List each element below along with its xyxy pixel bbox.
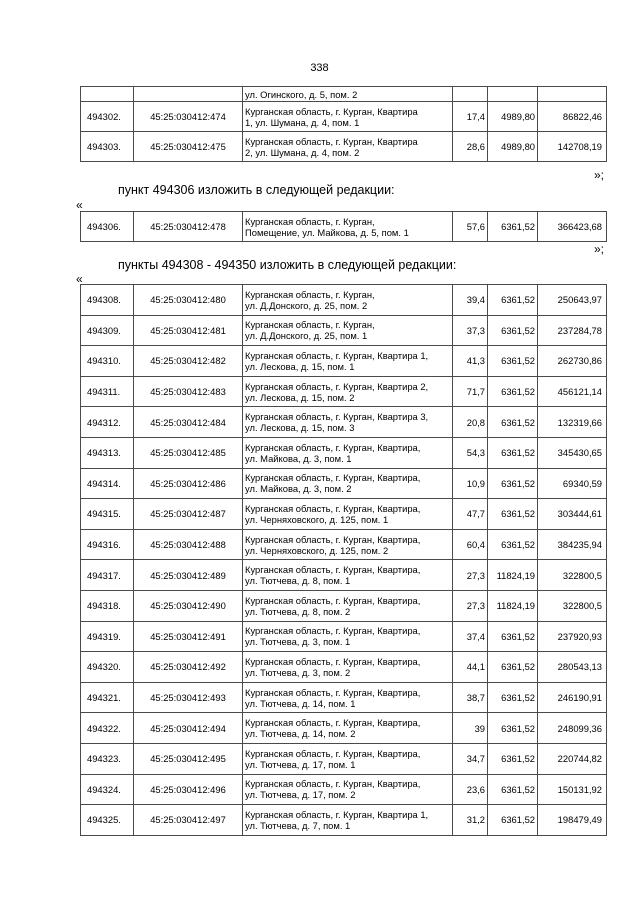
- row-number: 494324.: [81, 774, 134, 805]
- address: [243, 346, 453, 377]
- address-line-2: ул. Майкова, д. 3, пом. 1: [245, 452, 352, 464]
- cadastral-number: 45:25:030412:481: [134, 315, 243, 346]
- address: [243, 529, 453, 560]
- area: 17,4: [453, 102, 488, 132]
- unit-price: 6361,52: [488, 407, 538, 438]
- address: [243, 407, 453, 438]
- table-row: [81, 590, 607, 621]
- address-line-1: Курганская область, г. Курган, Квартира 1,: [245, 349, 429, 361]
- address-line-2: 1, ул. Шумана, д. 4, пом. 1: [245, 116, 360, 128]
- address: [243, 805, 453, 836]
- cadastral-number: 45:25:030412:489: [134, 560, 243, 591]
- table-row: [81, 805, 607, 836]
- cadastral-number: 45:25:030412:494: [134, 713, 243, 744]
- row-number: 494321.: [81, 682, 134, 713]
- address-line-1: Курганская область, г. Курган,: [245, 215, 375, 227]
- address-line-1: Курганская область, г. Курган, Квартира,: [245, 686, 421, 698]
- total-value: 262730,86: [538, 346, 607, 377]
- row-number: [81, 87, 134, 102]
- area: 44,1: [453, 652, 488, 683]
- address-line-1: Курганская область, г. Курган, Квартира 1,: [245, 808, 429, 820]
- property-table-2: [80, 211, 607, 242]
- row-number: 494316.: [81, 529, 134, 560]
- area: 37,3: [453, 315, 488, 346]
- area: 41,3: [453, 346, 488, 377]
- closing-quote: »;: [594, 242, 605, 256]
- area: 60,4: [453, 529, 488, 560]
- cadastral-number: 45:25:030412:474: [134, 102, 243, 132]
- table-row: [81, 652, 607, 683]
- unit-price: 6361,52: [488, 315, 538, 346]
- total-value: 345430,65: [538, 437, 607, 468]
- page-number: 338: [310, 62, 329, 74]
- address: [243, 212, 453, 242]
- cadastral-number: [134, 87, 243, 102]
- address-line-1: Курганская область, г. Курган, Квартира,: [245, 533, 421, 545]
- unit-price: 6361,52: [488, 774, 538, 805]
- address-line-2: Помещение, ул. Майкова, д. 5, пом. 1: [245, 226, 409, 238]
- cadastral-number: 45:25:030412:475: [134, 132, 243, 162]
- area: 28,6: [453, 132, 488, 162]
- table-row: [81, 743, 607, 774]
- total-value: 198479,49: [538, 805, 607, 836]
- total-value: [538, 87, 607, 102]
- row-number: 494312.: [81, 407, 134, 438]
- address-line-2: ул. Д.Донского, д. 25, пом. 1: [245, 330, 368, 342]
- closing-quote: »;: [594, 168, 605, 182]
- address-line-1: Курганская область, г. Курган, Квартира,: [245, 564, 421, 576]
- total-value: 303444,61: [538, 499, 607, 530]
- row-number: 494311.: [81, 376, 134, 407]
- table-row: [81, 437, 607, 468]
- area: 10,9: [453, 468, 488, 499]
- cadastral-number: 45:25:030412:482: [134, 346, 243, 377]
- amendment-paragraph: пункт 494306 изложить в следующей редакции:: [118, 183, 395, 197]
- table-row: [81, 468, 607, 499]
- area: 71,7: [453, 376, 488, 407]
- address-line-2: ул. Тютчева, д. 3, пом. 1: [245, 636, 351, 648]
- address-line-2: ул. Д.Донского, д. 25, пом. 2: [245, 299, 368, 311]
- row-number: 494315.: [81, 499, 134, 530]
- table-row: [81, 87, 607, 102]
- row-number: 494320.: [81, 652, 134, 683]
- address-line-2: 2, ул. Шумана, д. 4, пом. 2: [245, 146, 360, 158]
- address: [243, 376, 453, 407]
- address-line-2: ул. Тютчева, д. 14, пом. 2: [245, 728, 356, 740]
- address-line-2: ул. Тютчева, д. 8, пом. 1: [245, 575, 351, 587]
- cadastral-number: 45:25:030412:497: [134, 805, 243, 836]
- total-value: 366423,68: [538, 212, 607, 242]
- table-row: [81, 529, 607, 560]
- address-line-1: Курганская область, г. Курган, Квартира,: [245, 502, 421, 514]
- row-number: 494317.: [81, 560, 134, 591]
- address-line-1: Курганская область, г. Курган, Квартира,: [245, 594, 421, 606]
- total-value: 237920,93: [538, 621, 607, 652]
- unit-price: 11824,19: [488, 590, 538, 621]
- address-line-2: ул. Тютчева, д. 3, пом. 2: [245, 666, 351, 678]
- area: 47,7: [453, 499, 488, 530]
- row-number: 494323.: [81, 743, 134, 774]
- address-line-2: ул. Лескова, д. 15, пом. 1: [245, 360, 355, 372]
- table-row: [81, 132, 607, 162]
- address-line-1: Курганская область, г. Курган, Квартира: [245, 105, 418, 117]
- cadastral-number: 45:25:030412:478: [134, 212, 243, 242]
- address-line-1: Курганская область, г. Курган,: [245, 319, 375, 331]
- table-row: [81, 285, 607, 316]
- cadastral-number: 45:25:030412:492: [134, 652, 243, 683]
- address: ул. Огинского, д. 5, пом. 2: [243, 87, 453, 102]
- area: [453, 87, 488, 102]
- address: [243, 499, 453, 530]
- cadastral-number: 45:25:030412:487: [134, 499, 243, 530]
- unit-price: 6361,52: [488, 621, 538, 652]
- row-number: 494319.: [81, 621, 134, 652]
- unit-price: 6361,52: [488, 437, 538, 468]
- area: 20,8: [453, 407, 488, 438]
- opening-quote: «: [76, 272, 83, 286]
- total-value: 142708,19: [538, 132, 607, 162]
- unit-price: 6361,52: [488, 652, 538, 683]
- property-table-1: [80, 86, 607, 162]
- area: 54,3: [453, 437, 488, 468]
- cadastral-number: 45:25:030412:488: [134, 529, 243, 560]
- cadastral-number: 45:25:030412:493: [134, 682, 243, 713]
- area: 31,2: [453, 805, 488, 836]
- address: [243, 682, 453, 713]
- row-number: 494302.: [81, 102, 134, 132]
- address-line-2: ул. Тютчева, д. 14, пом. 1: [245, 697, 356, 709]
- area: 23,6: [453, 774, 488, 805]
- unit-price: 6361,52: [488, 285, 538, 316]
- address-line-1: Курганская область, г. Курган, Квартира,: [245, 747, 421, 759]
- address-line-1: Курганская область, г. Курган, Квартира,: [245, 655, 421, 667]
- cadastral-number: 45:25:030412:495: [134, 743, 243, 774]
- address: [243, 468, 453, 499]
- area: 27,3: [453, 560, 488, 591]
- address-line-1: Курганская область, г. Курган,: [245, 288, 375, 300]
- unit-price: 6361,52: [488, 468, 538, 499]
- unit-price: 6361,52: [488, 743, 538, 774]
- address: [243, 621, 453, 652]
- total-value: 237284,78: [538, 315, 607, 346]
- table-row: [81, 346, 607, 377]
- unit-price: 4989,80: [488, 132, 538, 162]
- table-row: [81, 102, 607, 132]
- total-value: 280543,13: [538, 652, 607, 683]
- address-line-1: Курганская область, г. Курган, Квартира: [245, 135, 418, 147]
- unit-price: [488, 87, 538, 102]
- table-row: [81, 315, 607, 346]
- total-value: 132319,66: [538, 407, 607, 438]
- unit-price: 6361,52: [488, 713, 538, 744]
- row-number: 494308.: [81, 285, 134, 316]
- address-line-1: Курганская область, г. Курган, Квартира,: [245, 441, 421, 453]
- total-value: 248099,36: [538, 713, 607, 744]
- unit-price: 6361,52: [488, 376, 538, 407]
- table-row: [81, 499, 607, 530]
- unit-price: 6361,52: [488, 212, 538, 242]
- cadastral-number: 45:25:030412:486: [134, 468, 243, 499]
- address-line-1: Курганская область, г. Курган, Квартира,: [245, 778, 421, 790]
- address: [243, 743, 453, 774]
- address: [243, 285, 453, 316]
- area: 39,4: [453, 285, 488, 316]
- address-line-2: ул. Тютчева, д. 17, пом. 1: [245, 758, 356, 770]
- total-value: 322800,5: [538, 560, 607, 591]
- row-number: 494306.: [81, 212, 134, 242]
- address: [243, 560, 453, 591]
- address-line-2: ул. Тютчева, д. 17, пом. 2: [245, 789, 356, 801]
- row-number: 494322.: [81, 713, 134, 744]
- cadastral-number: 45:25:030412:480: [134, 285, 243, 316]
- unit-price: 11824,19: [488, 560, 538, 591]
- area: 38,7: [453, 682, 488, 713]
- row-number: 494318.: [81, 590, 134, 621]
- area: 37,4: [453, 621, 488, 652]
- table-row: [81, 376, 607, 407]
- unit-price: 6361,52: [488, 529, 538, 560]
- row-number: 494303.: [81, 132, 134, 162]
- total-value: 86822,46: [538, 102, 607, 132]
- row-number: 494325.: [81, 805, 134, 836]
- row-number: 494309.: [81, 315, 134, 346]
- total-value: 150131,92: [538, 774, 607, 805]
- address-line-1: Курганская область, г. Курган, Квартира 3,: [245, 411, 429, 423]
- unit-price: 6361,52: [488, 682, 538, 713]
- cadastral-number: 45:25:030412:485: [134, 437, 243, 468]
- property-table-3: [80, 284, 607, 836]
- address-line-1: Курганская область, г. Курган, Квартира 2,: [245, 380, 429, 392]
- table-row: [81, 774, 607, 805]
- unit-price: 6361,52: [488, 805, 538, 836]
- address-line-2: ул. Тютчева, д. 7, пом. 1: [245, 819, 351, 831]
- row-number: 494310.: [81, 346, 134, 377]
- address: [243, 713, 453, 744]
- table-row: [81, 621, 607, 652]
- table-row: [81, 212, 607, 242]
- address-line-2: ул. Лескова, д. 15, пом. 3: [245, 422, 355, 434]
- total-value: 246190,91: [538, 682, 607, 713]
- cadastral-number: 45:25:030412:491: [134, 621, 243, 652]
- address: [243, 590, 453, 621]
- amendment-paragraph: пункты 494308 - 494350 изложить в следующей редакции:: [118, 258, 457, 272]
- address-line-2: ул. Лескова, д. 15, пом. 2: [245, 391, 355, 403]
- total-value: 220744,82: [538, 743, 607, 774]
- address-line-2: ул. Тютчева, д. 8, пом. 2: [245, 605, 351, 617]
- total-value: 322800,5: [538, 590, 607, 621]
- cadastral-number: 45:25:030412:484: [134, 407, 243, 438]
- table-row: [81, 713, 607, 744]
- area: 57,6: [453, 212, 488, 242]
- address: [243, 132, 453, 162]
- address-line-2: ул. Черняховского, д. 125, пом. 2: [245, 544, 389, 556]
- row-number: 494313.: [81, 437, 134, 468]
- cadastral-number: 45:25:030412:490: [134, 590, 243, 621]
- address: [243, 774, 453, 805]
- address-line-2: ул. Майкова, д. 3, пом. 2: [245, 483, 352, 495]
- area: 27,3: [453, 590, 488, 621]
- address: [243, 102, 453, 132]
- unit-price: 6361,52: [488, 346, 538, 377]
- total-value: 384235,94: [538, 529, 607, 560]
- cadastral-number: 45:25:030412:496: [134, 774, 243, 805]
- table-row: [81, 682, 607, 713]
- address: [243, 315, 453, 346]
- total-value: 69340,59: [538, 468, 607, 499]
- cadastral-number: 45:25:030412:483: [134, 376, 243, 407]
- address-line-1: Курганская область, г. Курган, Квартира,: [245, 625, 421, 637]
- address: [243, 652, 453, 683]
- address-line-1: Курганская область, г. Курган, Квартира,: [245, 717, 421, 729]
- table-row: [81, 560, 607, 591]
- unit-price: 4989,80: [488, 102, 538, 132]
- area: 34,7: [453, 743, 488, 774]
- total-value: 456121,14: [538, 376, 607, 407]
- table-row: [81, 407, 607, 438]
- address: [243, 437, 453, 468]
- unit-price: 6361,52: [488, 499, 538, 530]
- total-value: 250643,97: [538, 285, 607, 316]
- opening-quote: «: [76, 198, 83, 212]
- address-line-2: ул. Черняховского, д. 125, пом. 1: [245, 513, 389, 525]
- area: 39: [453, 713, 488, 744]
- address-line-1: Курганская область, г. Курган, Квартира,: [245, 472, 421, 484]
- row-number: 494314.: [81, 468, 134, 499]
